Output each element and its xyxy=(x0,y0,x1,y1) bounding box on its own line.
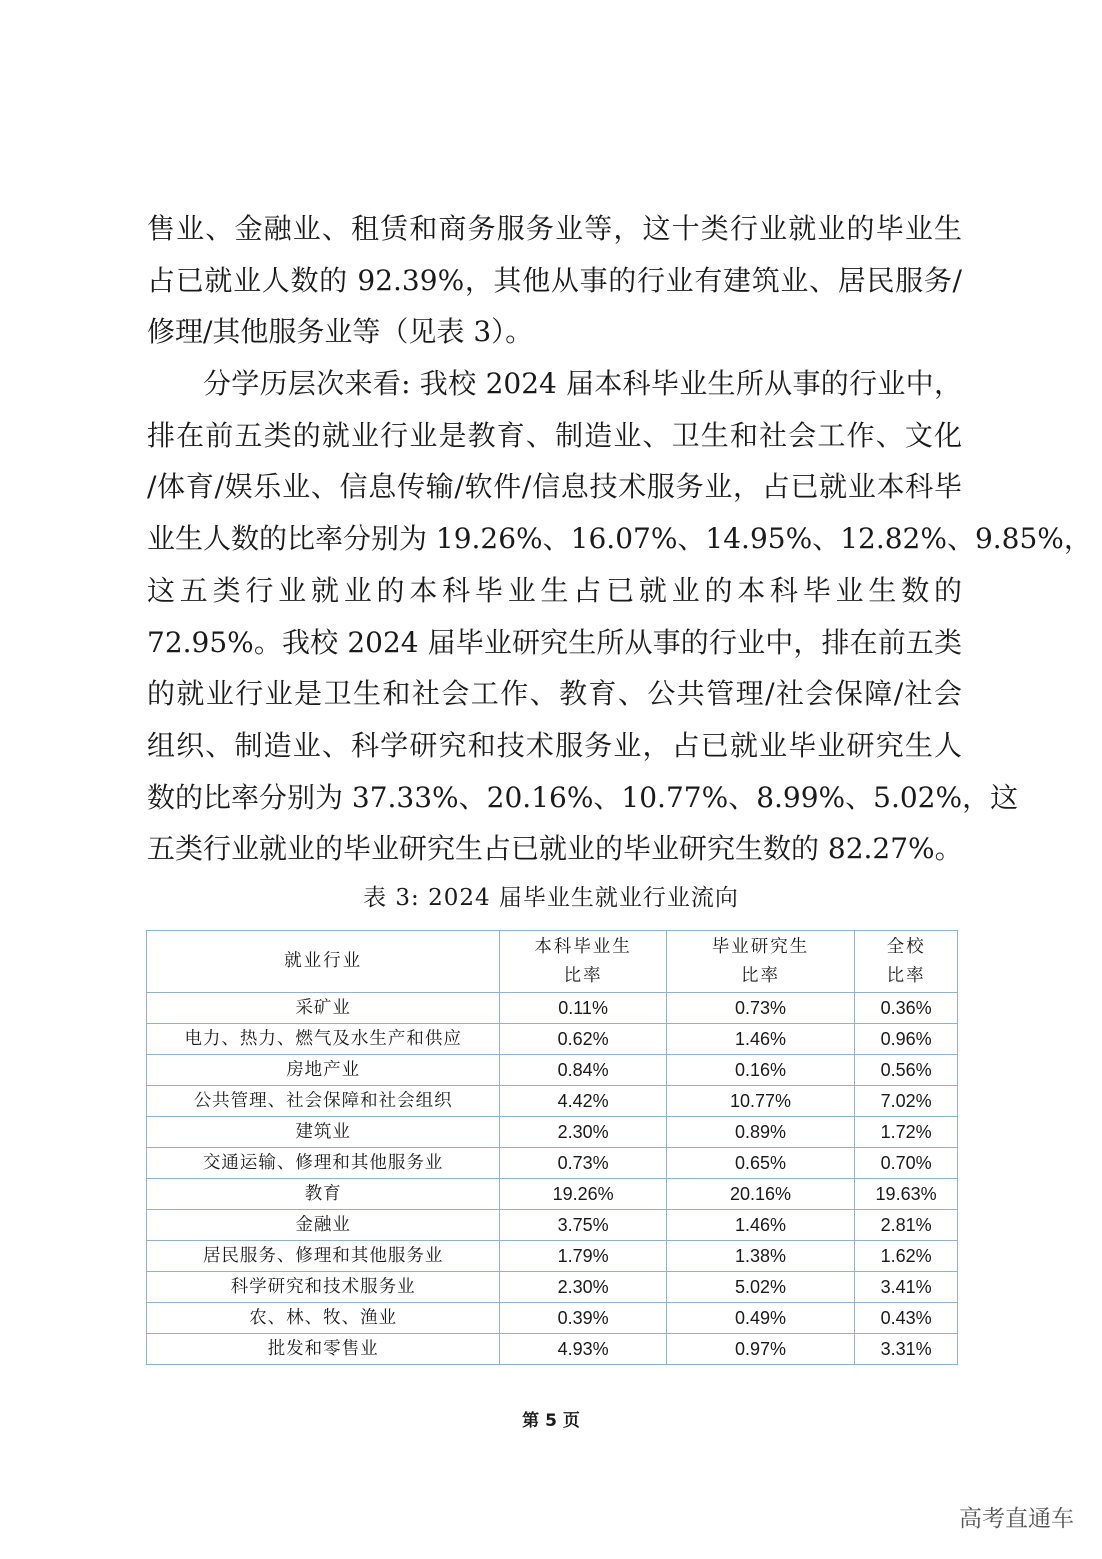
cell-school-rate: 0.96% xyxy=(855,1024,958,1055)
cell-industry: 教育 xyxy=(147,1179,500,1210)
cell-undergrad-rate: 3.75% xyxy=(500,1210,666,1241)
cell-undergrad-rate: 0.62% xyxy=(500,1024,666,1055)
cell-grad-rate: 20.16% xyxy=(666,1179,854,1210)
cell-school-rate: 7.02% xyxy=(855,1086,958,1117)
table-row xyxy=(147,1303,958,1334)
industry-flow-table xyxy=(146,930,958,1365)
cell-industry: 建筑业 xyxy=(147,1117,500,1148)
cell-grad-rate: 0.89% xyxy=(666,1117,854,1148)
table-row xyxy=(147,1024,958,1055)
cell-grad-rate: 0.16% xyxy=(666,1055,854,1086)
paragraph-line: 的就业行业是卫生和社会工作、教育、公共管理/社会保障/社会 xyxy=(147,677,962,711)
cell-undergrad-rate: 0.73% xyxy=(500,1148,666,1179)
table-row xyxy=(147,1241,958,1272)
header-undergrad-line1: 本科毕业生 xyxy=(534,936,632,957)
cell-industry: 农、林、牧、渔业 xyxy=(147,1303,500,1334)
cell-grad-rate: 0.49% xyxy=(666,1303,854,1334)
paragraph-line: 数的比率分别为 37.33%、20.16%、10.77%、8.99%、5.02%，这 xyxy=(147,780,1019,814)
cell-school-rate: 2.81% xyxy=(855,1210,958,1241)
table-row xyxy=(147,1334,958,1365)
cell-industry: 科学研究和技术服务业 xyxy=(147,1272,500,1303)
cell-school-rate: 1.72% xyxy=(855,1117,958,1148)
table-row xyxy=(147,1148,958,1179)
paragraph-line: 组织、制造业、科学研究和技术服务业，占已就业毕业研究生人 xyxy=(147,728,962,762)
cell-undergrad-rate: 0.39% xyxy=(500,1303,666,1334)
cell-industry: 批发和零售业 xyxy=(147,1334,500,1365)
cell-school-rate: 0.56% xyxy=(855,1055,958,1086)
cell-school-rate: 1.62% xyxy=(855,1241,958,1272)
cell-grad-rate: 0.97% xyxy=(666,1334,854,1365)
table-row xyxy=(147,993,958,1024)
watermark-text: 高考直通车 xyxy=(959,1506,1074,1532)
cell-industry: 交通运输、修理和其他服务业 xyxy=(147,1148,500,1179)
cell-undergrad-rate: 1.79% xyxy=(500,1241,666,1272)
cell-undergrad-rate: 19.26% xyxy=(500,1179,666,1210)
table-row xyxy=(147,1086,958,1117)
cell-grad-rate: 1.46% xyxy=(666,1024,854,1055)
cell-grad-rate: 0.73% xyxy=(666,993,854,1024)
cell-school-rate: 3.31% xyxy=(855,1334,958,1365)
cell-school-rate: 3.41% xyxy=(855,1272,958,1303)
paragraph-line: 五类行业就业的毕业研究生占已就业的毕业研究生数的 82.27%。 xyxy=(147,832,963,866)
paragraph-line: 业生人数的比率分别为 19.26%、16.07%、14.95%、12.82%、9.85%， xyxy=(147,522,1092,556)
cell-grad-rate: 10.77% xyxy=(666,1086,854,1117)
paragraph-line: 这五类行业就业的本科毕业生占已就业的本科毕业生数的 xyxy=(147,573,962,607)
table-header-row xyxy=(147,931,958,993)
cell-undergrad-rate: 4.42% xyxy=(500,1086,666,1117)
cell-undergrad-rate: 2.30% xyxy=(500,1272,666,1303)
cell-undergrad-rate: 2.30% xyxy=(500,1117,666,1148)
header-undergrad-rate xyxy=(500,931,666,993)
header-school-line2: 比率 xyxy=(886,965,926,986)
header-industry: 就业行业 xyxy=(147,931,500,993)
table-caption: 表 3: 2024 届毕业生就业行业流向 xyxy=(363,885,739,911)
cell-industry: 电力、热力、燃气及水生产和供应 xyxy=(147,1024,500,1055)
cell-school-rate: 0.70% xyxy=(855,1148,958,1179)
cell-undergrad-rate: 0.11% xyxy=(500,993,666,1024)
table-row xyxy=(147,1272,958,1303)
cell-industry: 金融业 xyxy=(147,1210,500,1241)
header-school-line1: 全校 xyxy=(886,936,926,957)
cell-undergrad-rate: 4.93% xyxy=(500,1334,666,1365)
paragraph-line: 72.95%。我校 2024 届毕业研究生所从事的行业中，排在前五类 xyxy=(147,625,962,659)
cell-industry: 居民服务、修理和其他服务业 xyxy=(147,1241,500,1272)
cell-grad-rate: 1.38% xyxy=(666,1241,854,1272)
cell-school-rate: 0.43% xyxy=(855,1303,958,1334)
cell-undergrad-rate: 0.84% xyxy=(500,1055,666,1086)
header-undergrad-line2: 比率 xyxy=(563,965,603,986)
paragraph-line: 分学历层次来看: 我校 2024 届本科毕业生所从事的行业中， xyxy=(203,367,962,401)
table-row xyxy=(147,1055,958,1086)
table-row xyxy=(147,1210,958,1241)
page-number: 第 5 页 xyxy=(522,1411,580,1431)
cell-grad-rate: 0.65% xyxy=(666,1148,854,1179)
table-row xyxy=(147,1117,958,1148)
cell-industry: 房地产业 xyxy=(147,1055,500,1086)
table-row xyxy=(147,1179,958,1210)
cell-industry: 采矿业 xyxy=(147,993,500,1024)
cell-grad-rate: 1.46% xyxy=(666,1210,854,1241)
body-paragraphs xyxy=(147,203,1092,875)
header-grad-rate xyxy=(666,931,854,993)
cell-industry: 公共管理、社会保障和社会组织 xyxy=(147,1086,500,1117)
cell-school-rate: 0.36% xyxy=(855,993,958,1024)
header-grad-line2: 比率 xyxy=(741,965,780,986)
paragraph-line: 排在前五类的就业行业是教育、制造业、卫生和社会工作、文化 xyxy=(147,418,962,452)
paragraph-line: 修理/其他服务业等（见表 3）。 xyxy=(147,315,534,349)
header-grad-line1: 毕业研究生 xyxy=(711,936,810,957)
cell-school-rate: 19.63% xyxy=(855,1179,958,1210)
paragraph-line: /体育/娱乐业、信息传输/软件/信息技术服务业，占已就业本科毕 xyxy=(147,470,962,504)
header-school-rate xyxy=(855,931,958,993)
cell-grad-rate: 5.02% xyxy=(666,1272,854,1303)
paragraph-line: 占已就业人数的 92.39%，其他从事的行业有建筑业、居民服务/ xyxy=(147,263,962,297)
paragraph-line: 售业、金融业、租赁和商务服务业等，这十类行业就业的毕业生 xyxy=(147,212,962,245)
